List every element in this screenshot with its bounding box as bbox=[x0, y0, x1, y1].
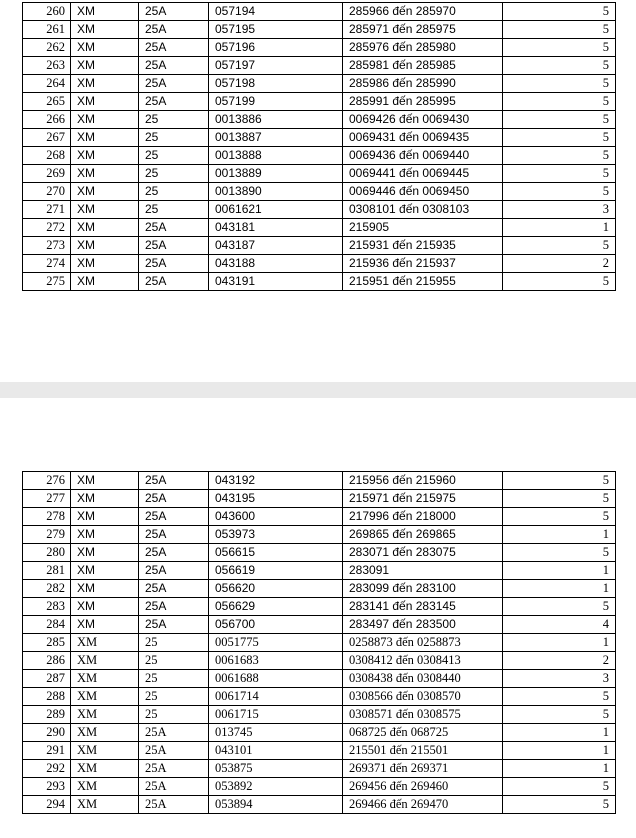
series-number-cell: 057195 bbox=[209, 21, 343, 39]
row-number-cell: 288 bbox=[23, 688, 71, 706]
table-row bbox=[23, 742, 616, 760]
table-row bbox=[23, 183, 616, 201]
row-number-cell: 290 bbox=[23, 724, 71, 742]
serial-range-cell: 215936 đến 215937 bbox=[343, 255, 503, 273]
table-row bbox=[23, 21, 616, 39]
serial-range-cell: 068725 đến 068725 bbox=[343, 724, 503, 742]
ticket-type-cell: XM bbox=[71, 616, 139, 634]
series-number-cell: 013745 bbox=[209, 724, 343, 742]
ticket-type-cell: XM bbox=[71, 57, 139, 75]
serial-range-cell: 269371 đến 269371 bbox=[343, 760, 503, 778]
quantity-cell: 5 bbox=[503, 490, 616, 508]
row-number-cell: 293 bbox=[23, 778, 71, 796]
serial-range-cell: 0308412 đến 0308413 bbox=[343, 652, 503, 670]
quantity-cell: 5 bbox=[503, 39, 616, 57]
serial-range-cell: 269456 đến 269460 bbox=[343, 778, 503, 796]
table-row bbox=[23, 57, 616, 75]
quantity-cell: 1 bbox=[503, 219, 616, 237]
ticket-type-cell: XM bbox=[71, 580, 139, 598]
serial-range-cell: 215951 đến 215955 bbox=[343, 273, 503, 291]
serial-range-cell: 285976 đến 285980 bbox=[343, 39, 503, 57]
ticket-type-cell: XM bbox=[71, 93, 139, 111]
series-number-cell: 053973 bbox=[209, 526, 343, 544]
quantity-cell: 3 bbox=[503, 670, 616, 688]
ticket-type-cell: XM bbox=[71, 147, 139, 165]
quantity-cell: 1 bbox=[503, 724, 616, 742]
series-number-cell: 043188 bbox=[209, 255, 343, 273]
series-number-cell: 0013890 bbox=[209, 183, 343, 201]
ticket-form-cell: 25A bbox=[139, 508, 209, 526]
quantity-cell: 5 bbox=[503, 688, 616, 706]
series-number-cell: 043191 bbox=[209, 273, 343, 291]
table-row bbox=[23, 562, 616, 580]
row-number-cell: 292 bbox=[23, 760, 71, 778]
ticket-form-cell: 25A bbox=[139, 39, 209, 57]
quantity-cell: 5 bbox=[503, 237, 616, 255]
serial-range-cell: 283099 đến 283100 bbox=[343, 580, 503, 598]
serial-range-cell: 285991 đến 285995 bbox=[343, 93, 503, 111]
table-row bbox=[23, 472, 616, 490]
quantity-cell: 5 bbox=[503, 129, 616, 147]
serial-range-cell: 283497 đến 283500 bbox=[343, 616, 503, 634]
serial-range-cell: 0308566 đến 0308570 bbox=[343, 688, 503, 706]
quantity-cell: 2 bbox=[503, 652, 616, 670]
serial-range-cell: 215905 bbox=[343, 219, 503, 237]
quantity-cell: 5 bbox=[503, 778, 616, 796]
row-number-cell: 267 bbox=[23, 129, 71, 147]
row-number-cell: 263 bbox=[23, 57, 71, 75]
ticket-type-cell: XM bbox=[71, 183, 139, 201]
serial-range-cell: 0258873 đến 0258873 bbox=[343, 634, 503, 652]
serial-range-cell: 215501 đến 215501 bbox=[343, 742, 503, 760]
table-row bbox=[23, 75, 616, 93]
series-number-cell: 056619 bbox=[209, 562, 343, 580]
table-row bbox=[23, 111, 616, 129]
row-number-cell: 268 bbox=[23, 147, 71, 165]
series-number-cell: 043192 bbox=[209, 472, 343, 490]
serial-range-cell: 285986 đến 285990 bbox=[343, 75, 503, 93]
ticket-type-cell: XM bbox=[71, 508, 139, 526]
row-number-cell: 285 bbox=[23, 634, 71, 652]
series-number-cell: 0013888 bbox=[209, 147, 343, 165]
ticket-form-cell: 25A bbox=[139, 93, 209, 111]
quantity-cell: 2 bbox=[503, 255, 616, 273]
quantity-cell: 1 bbox=[503, 742, 616, 760]
serial-range-cell: 283141 đến 283145 bbox=[343, 598, 503, 616]
table-row bbox=[23, 796, 616, 814]
ticket-form-cell: 25A bbox=[139, 3, 209, 21]
serial-range-cell: 0308101 đến 0308103 bbox=[343, 201, 503, 219]
ticket-form-cell: 25 bbox=[139, 634, 209, 652]
ticket-form-cell: 25 bbox=[139, 183, 209, 201]
ticket-form-cell: 25A bbox=[139, 526, 209, 544]
table-row bbox=[23, 129, 616, 147]
ticket-type-cell: XM bbox=[71, 742, 139, 760]
ticket-type-cell: XM bbox=[71, 111, 139, 129]
quantity-cell: 5 bbox=[503, 3, 616, 21]
ticket-type-cell: XM bbox=[71, 688, 139, 706]
serial-range-cell: 285981 đến 285985 bbox=[343, 57, 503, 75]
ticket-type-cell: XM bbox=[71, 273, 139, 291]
ticket-form-cell: 25 bbox=[139, 147, 209, 165]
ticket-type-cell: XM bbox=[71, 778, 139, 796]
series-number-cell: 0013889 bbox=[209, 165, 343, 183]
series-number-cell: 057199 bbox=[209, 93, 343, 111]
row-number-cell: 271 bbox=[23, 201, 71, 219]
series-number-cell: 053894 bbox=[209, 796, 343, 814]
serial-range-cell: 0308571 đến 0308575 bbox=[343, 706, 503, 724]
series-number-cell: 0013887 bbox=[209, 129, 343, 147]
row-number-cell: 264 bbox=[23, 75, 71, 93]
ticket-type-cell: XM bbox=[71, 670, 139, 688]
quantity-cell: 1 bbox=[503, 760, 616, 778]
row-number-cell: 286 bbox=[23, 652, 71, 670]
serial-range-cell: 0069441 đến 0069445 bbox=[343, 165, 503, 183]
table-row bbox=[23, 688, 616, 706]
ticket-type-cell: XM bbox=[71, 544, 139, 562]
ticket-form-cell: 25A bbox=[139, 21, 209, 39]
quantity-cell: 5 bbox=[503, 57, 616, 75]
ticket-type-cell: XM bbox=[71, 39, 139, 57]
row-number-cell: 275 bbox=[23, 273, 71, 291]
serial-range-cell: 285966 đến 285970 bbox=[343, 3, 503, 21]
quantity-cell: 5 bbox=[503, 472, 616, 490]
ticket-form-cell: 25A bbox=[139, 616, 209, 634]
ticket-type-cell: XM bbox=[71, 724, 139, 742]
series-number-cell: 053892 bbox=[209, 778, 343, 796]
quantity-cell: 1 bbox=[503, 634, 616, 652]
table-row bbox=[23, 273, 616, 291]
ticket-form-cell: 25A bbox=[139, 760, 209, 778]
ticket-form-cell: 25A bbox=[139, 490, 209, 508]
ticket-form-cell: 25 bbox=[139, 688, 209, 706]
serial-range-cell: 283091 bbox=[343, 562, 503, 580]
table-row bbox=[23, 508, 616, 526]
ticket-type-cell: XM bbox=[71, 490, 139, 508]
table-row bbox=[23, 93, 616, 111]
ticket-form-cell: 25 bbox=[139, 670, 209, 688]
serial-range-cell: 0308438 đến 0308440 bbox=[343, 670, 503, 688]
ticket-form-cell: 25 bbox=[139, 706, 209, 724]
series-number-cell: 057196 bbox=[209, 39, 343, 57]
table-row bbox=[23, 706, 616, 724]
serial-range-cell: 215931 đến 215935 bbox=[343, 237, 503, 255]
serial-range-cell: 0069426 đến 0069430 bbox=[343, 111, 503, 129]
table-row bbox=[23, 526, 616, 544]
row-number-cell: 262 bbox=[23, 39, 71, 57]
serial-range-cell: 269865 đến 269865 bbox=[343, 526, 503, 544]
ticket-form-cell: 25A bbox=[139, 57, 209, 75]
ticket-type-cell: XM bbox=[71, 201, 139, 219]
series-number-cell: 0061714 bbox=[209, 688, 343, 706]
row-number-cell: 287 bbox=[23, 670, 71, 688]
series-number-cell: 043181 bbox=[209, 219, 343, 237]
quantity-cell: 5 bbox=[503, 111, 616, 129]
quantity-cell: 1 bbox=[503, 580, 616, 598]
table-row bbox=[23, 237, 616, 255]
series-number-cell: 0061683 bbox=[209, 652, 343, 670]
ticket-type-cell: XM bbox=[71, 3, 139, 21]
series-number-cell: 0061688 bbox=[209, 670, 343, 688]
row-number-cell: 261 bbox=[23, 21, 71, 39]
series-number-cell: 0061715 bbox=[209, 706, 343, 724]
ticket-type-cell: XM bbox=[71, 237, 139, 255]
quantity-cell: 5 bbox=[503, 273, 616, 291]
quantity-cell: 5 bbox=[503, 147, 616, 165]
ticket-type-cell: XM bbox=[71, 796, 139, 814]
serial-range-cell: 283071 đến 283075 bbox=[343, 544, 503, 562]
ticket-type-cell: XM bbox=[71, 526, 139, 544]
row-number-cell: 272 bbox=[23, 219, 71, 237]
quantity-cell: 5 bbox=[503, 75, 616, 93]
ticket-form-cell: 25 bbox=[139, 201, 209, 219]
table-row bbox=[23, 255, 616, 273]
serial-range-cell: 217996 đến 218000 bbox=[343, 508, 503, 526]
series-number-cell: 057198 bbox=[209, 75, 343, 93]
table-row bbox=[23, 39, 616, 57]
ticket-type-cell: XM bbox=[71, 706, 139, 724]
row-number-cell: 269 bbox=[23, 165, 71, 183]
quantity-cell: 5 bbox=[503, 706, 616, 724]
row-number-cell: 277 bbox=[23, 490, 71, 508]
series-number-cell: 043187 bbox=[209, 237, 343, 255]
ticket-type-cell: XM bbox=[71, 21, 139, 39]
serial-range-cell: 215956 đến 215960 bbox=[343, 472, 503, 490]
quantity-cell: 4 bbox=[503, 616, 616, 634]
ticket-form-cell: 25A bbox=[139, 778, 209, 796]
serial-range-cell: 269466 đến 269470 bbox=[343, 796, 503, 814]
serial-range-cell: 285971 đến 285975 bbox=[343, 21, 503, 39]
ticket-form-cell: 25 bbox=[139, 111, 209, 129]
serial-range-cell: 0069436 đến 0069440 bbox=[343, 147, 503, 165]
table-row bbox=[23, 580, 616, 598]
quantity-cell: 5 bbox=[503, 796, 616, 814]
series-number-cell: 043195 bbox=[209, 490, 343, 508]
ticket-form-cell: 25A bbox=[139, 544, 209, 562]
ticket-type-cell: XM bbox=[71, 255, 139, 273]
ticket-type-cell: XM bbox=[71, 129, 139, 147]
table-row bbox=[23, 634, 616, 652]
row-number-cell: 278 bbox=[23, 508, 71, 526]
serial-range-cell: 0069446 đến 0069450 bbox=[343, 183, 503, 201]
table-row bbox=[23, 598, 616, 616]
ticket-type-cell: XM bbox=[71, 165, 139, 183]
quantity-cell: 5 bbox=[503, 598, 616, 616]
ticket-type-cell: XM bbox=[71, 219, 139, 237]
row-number-cell: 276 bbox=[23, 472, 71, 490]
ticket-type-cell: XM bbox=[71, 652, 139, 670]
row-number-cell: 282 bbox=[23, 580, 71, 598]
row-number-cell: 291 bbox=[23, 742, 71, 760]
series-number-cell: 056629 bbox=[209, 598, 343, 616]
table-row bbox=[23, 490, 616, 508]
table-row bbox=[23, 3, 616, 21]
series-number-cell: 0013886 bbox=[209, 111, 343, 129]
row-number-cell: 279 bbox=[23, 526, 71, 544]
serial-range-cell: 215971 đến 215975 bbox=[343, 490, 503, 508]
quantity-cell: 5 bbox=[503, 165, 616, 183]
ticket-form-cell: 25A bbox=[139, 255, 209, 273]
table-row bbox=[23, 778, 616, 796]
series-number-cell: 0051775 bbox=[209, 634, 343, 652]
table-row bbox=[23, 201, 616, 219]
quantity-cell: 5 bbox=[503, 183, 616, 201]
table-row bbox=[23, 670, 616, 688]
ticket-table-1 bbox=[22, 2, 616, 291]
ticket-form-cell: 25 bbox=[139, 165, 209, 183]
ticket-form-cell: 25A bbox=[139, 742, 209, 760]
row-number-cell: 284 bbox=[23, 616, 71, 634]
quantity-cell: 5 bbox=[503, 21, 616, 39]
series-number-cell: 056615 bbox=[209, 544, 343, 562]
ticket-type-cell: XM bbox=[71, 75, 139, 93]
page-separator bbox=[0, 382, 636, 398]
series-number-cell: 0061621 bbox=[209, 201, 343, 219]
row-number-cell: 273 bbox=[23, 237, 71, 255]
ticket-table-2 bbox=[22, 471, 616, 814]
series-number-cell: 056700 bbox=[209, 616, 343, 634]
row-number-cell: 280 bbox=[23, 544, 71, 562]
row-number-cell: 281 bbox=[23, 562, 71, 580]
ticket-type-cell: XM bbox=[71, 760, 139, 778]
quantity-cell: 1 bbox=[503, 526, 616, 544]
table-row bbox=[23, 165, 616, 183]
ticket-type-cell: XM bbox=[71, 562, 139, 580]
ticket-form-cell: 25 bbox=[139, 652, 209, 670]
ticket-form-cell: 25 bbox=[139, 129, 209, 147]
row-number-cell: 266 bbox=[23, 111, 71, 129]
ticket-form-cell: 25A bbox=[139, 237, 209, 255]
row-number-cell: 294 bbox=[23, 796, 71, 814]
ticket-type-cell: XM bbox=[71, 634, 139, 652]
row-number-cell: 289 bbox=[23, 706, 71, 724]
series-number-cell: 043101 bbox=[209, 742, 343, 760]
quantity-cell: 5 bbox=[503, 508, 616, 526]
series-number-cell: 043600 bbox=[209, 508, 343, 526]
row-number-cell: 265 bbox=[23, 93, 71, 111]
series-number-cell: 056620 bbox=[209, 580, 343, 598]
ticket-type-cell: XM bbox=[71, 472, 139, 490]
row-number-cell: 270 bbox=[23, 183, 71, 201]
quantity-cell: 1 bbox=[503, 562, 616, 580]
table-row bbox=[23, 616, 616, 634]
row-number-cell: 260 bbox=[23, 3, 71, 21]
ticket-form-cell: 25A bbox=[139, 75, 209, 93]
series-number-cell: 053875 bbox=[209, 760, 343, 778]
table-row bbox=[23, 219, 616, 237]
table-row bbox=[23, 147, 616, 165]
table-row bbox=[23, 652, 616, 670]
ticket-form-cell: 25A bbox=[139, 796, 209, 814]
table-row bbox=[23, 760, 616, 778]
ticket-form-cell: 25A bbox=[139, 580, 209, 598]
series-number-cell: 057197 bbox=[209, 57, 343, 75]
ticket-form-cell: 25A bbox=[139, 219, 209, 237]
series-number-cell: 057194 bbox=[209, 3, 343, 21]
quantity-cell: 5 bbox=[503, 93, 616, 111]
quantity-cell: 3 bbox=[503, 201, 616, 219]
ticket-form-cell: 25A bbox=[139, 273, 209, 291]
ticket-form-cell: 25A bbox=[139, 472, 209, 490]
ticket-form-cell: 25A bbox=[139, 562, 209, 580]
row-number-cell: 274 bbox=[23, 255, 71, 273]
ticket-type-cell: XM bbox=[71, 598, 139, 616]
ticket-form-cell: 25A bbox=[139, 724, 209, 742]
ticket-form-cell: 25A bbox=[139, 598, 209, 616]
serial-range-cell: 0069431 đến 0069435 bbox=[343, 129, 503, 147]
table-row bbox=[23, 544, 616, 562]
quantity-cell: 5 bbox=[503, 544, 616, 562]
row-number-cell: 283 bbox=[23, 598, 71, 616]
table-row bbox=[23, 724, 616, 742]
